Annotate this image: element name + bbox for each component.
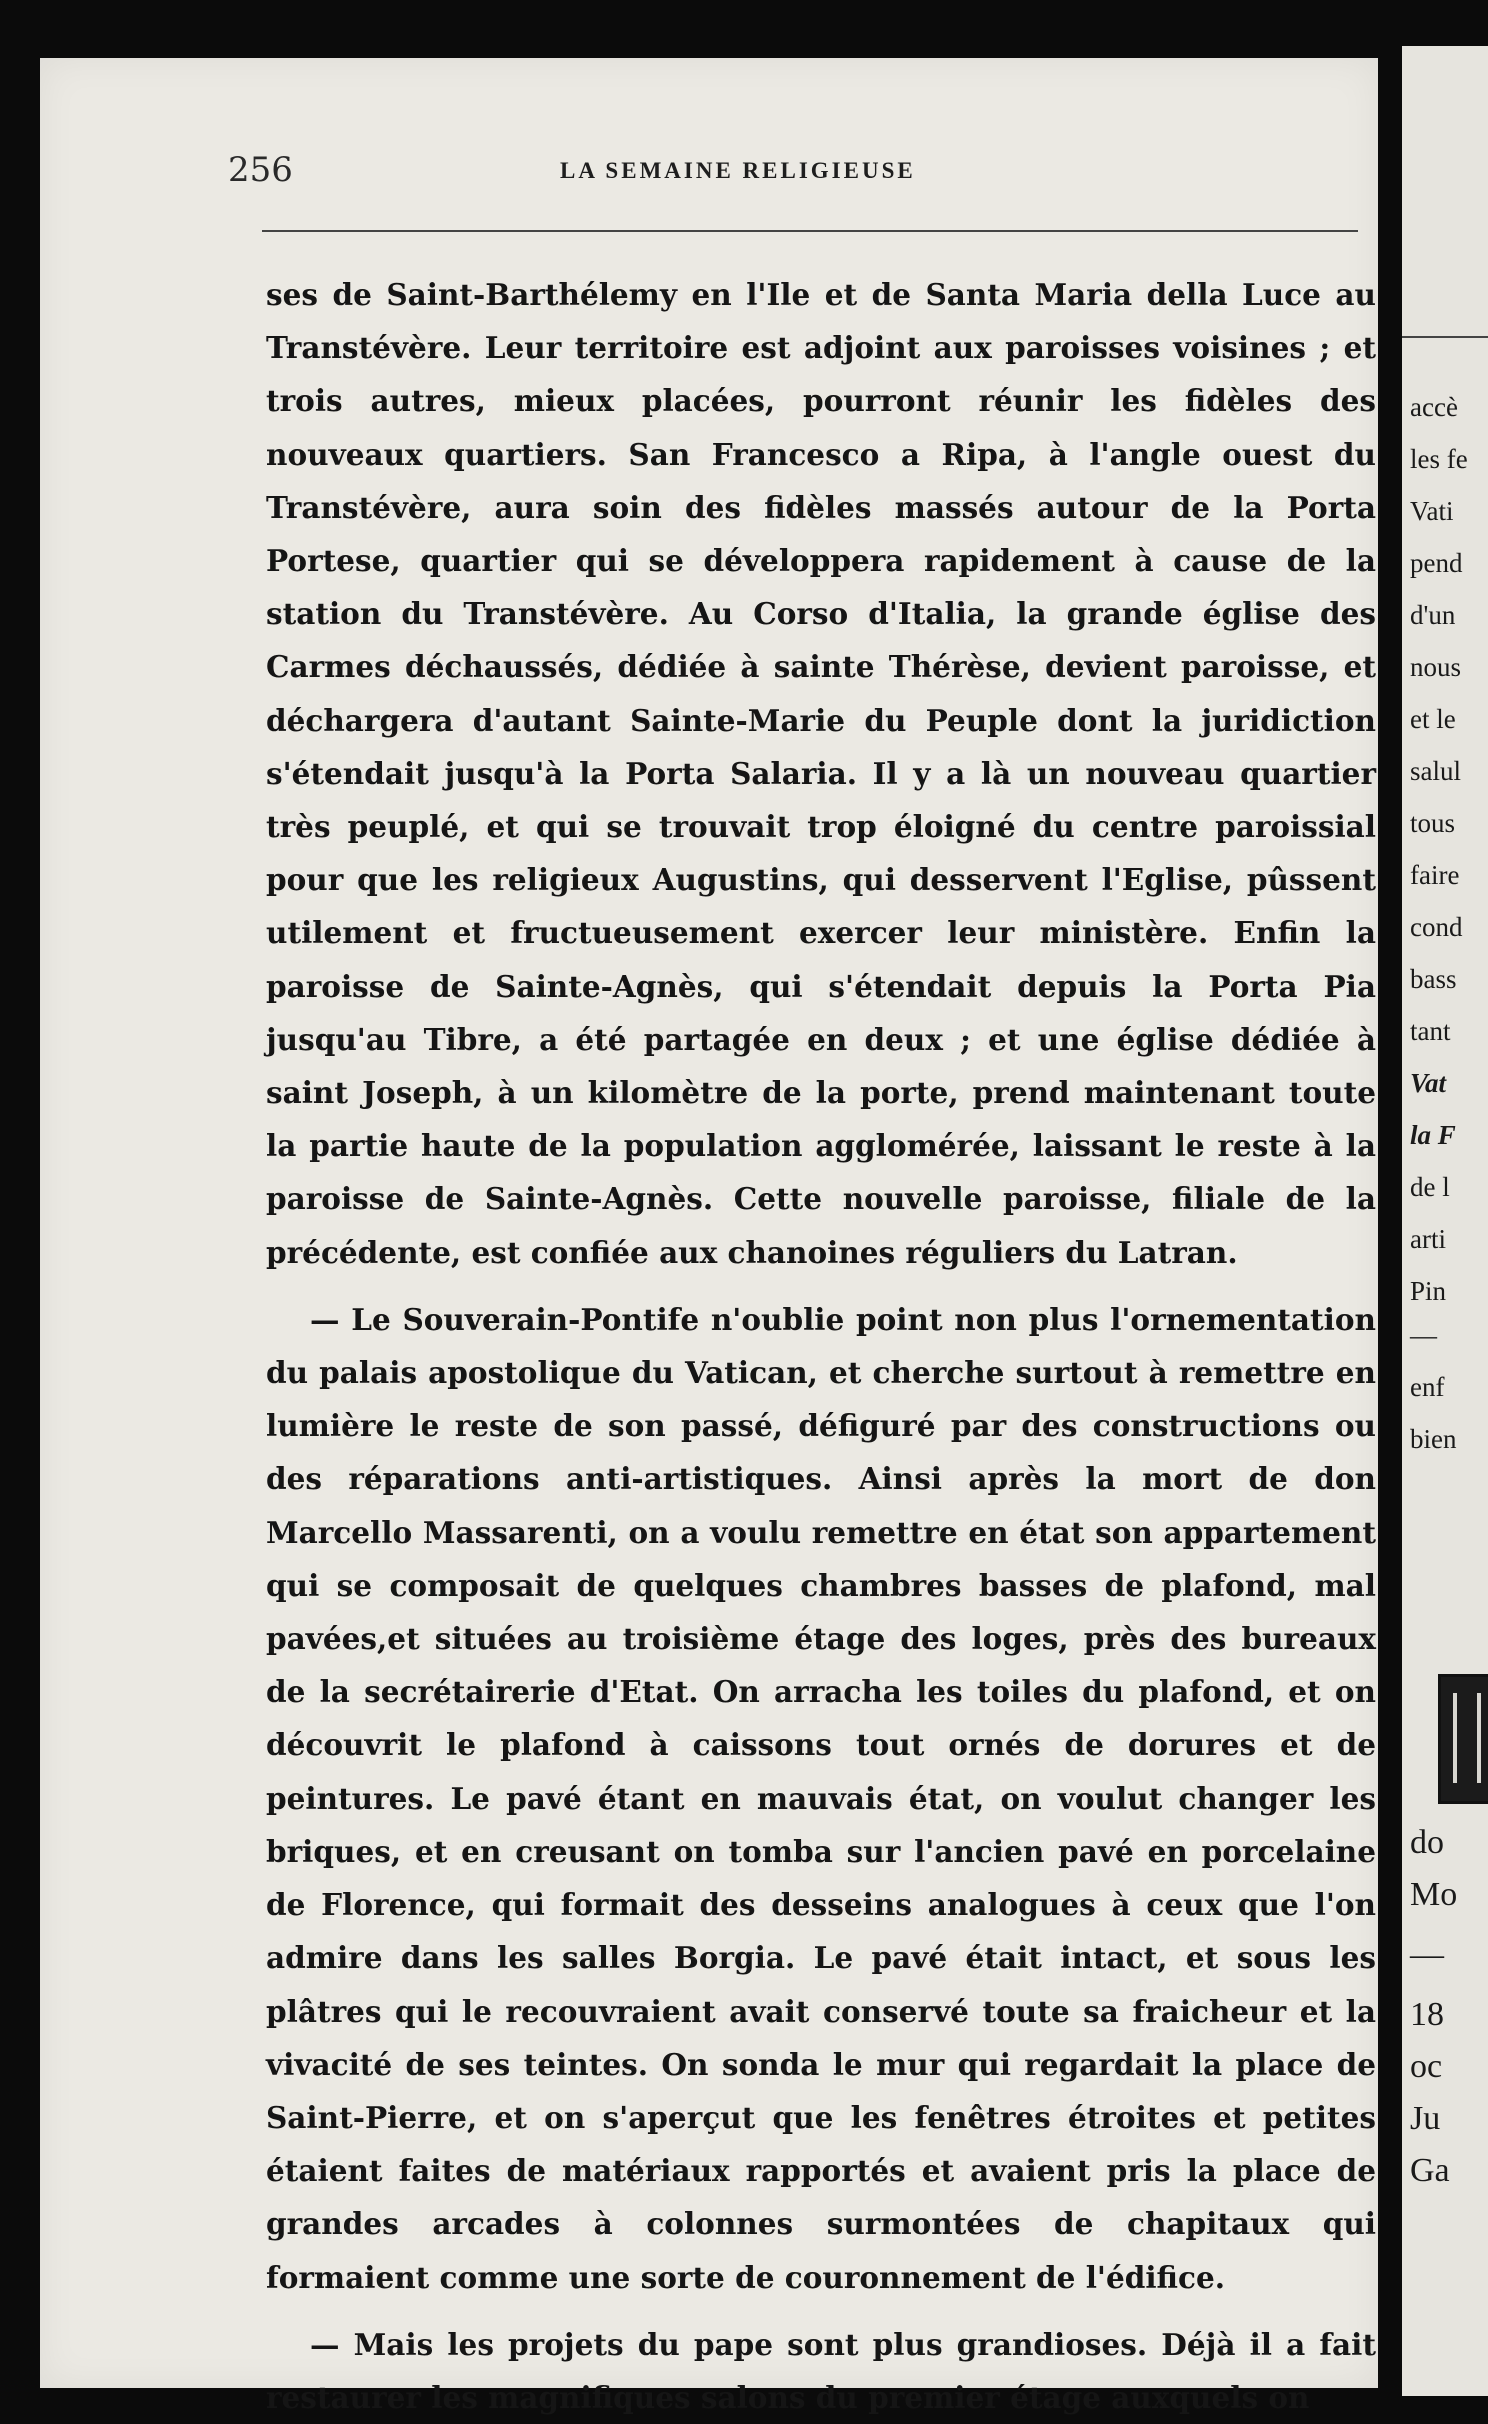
adjacent-header-rule [1402, 336, 1488, 338]
adjacent-fragment: les fe [1410, 444, 1468, 474]
adjacent-fragment: et le [1410, 704, 1456, 734]
paragraph-parishes: ses de Saint-Barthélemy en l'Ile et de Santa Maria della Luce au Transtévère. Leur territoire est adjoint aux paroisses voisines ; et trois autres, mieux placées, pourront réunir les fidèles des nouveaux quartiers. San Francesco a Ripa, à l'angle ouest du Transtévère, aura soin des fidèles massés autour de la Porta Portese, quartier qui se développera rapidement à cause de la station du Transtévère. Au Corso d'Italia, la grande église des Carmes déchaussés, dédiée à sainte Thérèse, devient paroisse, et déchargera d'autant Sainte-Marie du Peuple dont la juridiction s'étendait jusqu'à la Porta Salaria. Il y a là un nouveau quartier très peuplé, et qui se trouvait trop éloigné du centre paroissial pour que les religieux Augustins, qui desservent l'Eglise, pûssent utilement et fructueusement exercer leur ministère. Enfin la paroisse de Sainte-Agnès, qui s'étendait depuis la Porta Pia jusqu'au Tibre, a été partagée en deux ; et une église dédiée à saint Joseph, à un kilomètre de la porte, prend maintenant toute la partie haute de la population agglomérée, laissant le reste à la paroisse de Sainte-Agnès. Cette nouvelle paroisse, filiale de la précédente, est confiée aux chanoines réguliers du Latran. [266, 277, 1376, 1270]
adjacent-fragment: Ju [1410, 2100, 1441, 2137]
adjacent-fragment: cond [1410, 912, 1463, 942]
adjacent-fragment: pend [1410, 548, 1463, 578]
adjacent-fragment: tant [1410, 1016, 1451, 1046]
adjacent-fragment: Vati [1410, 496, 1454, 526]
adjacent-page-strip [1402, 46, 1488, 2396]
adjacent-fragment: bass [1410, 964, 1457, 994]
adjacent-fragment: oc [1410, 2048, 1443, 2085]
adjacent-fragment: bien [1410, 1424, 1457, 1454]
adjacent-fragment: nous [1410, 652, 1462, 682]
adjacent-fragment: tous [1410, 808, 1456, 838]
adjacent-fragment: — [1410, 1320, 1437, 1350]
paragraph-vatican-palace: — Le Souverain-Pontife n'oublie point non plus l'ornementation du palais apostolique du Vatican, et cherche surtout à remettre en lumière le reste de son passé, défiguré par des constructions ou des réparations anti-artistiques. Ainsi après la mort de don Marcello Massarenti, on a voulu remettre en état son appartement qui se composait de quelques chambres basses de plafond, mal pavées,et situées au troisième étage des loges, près des bureaux de la secrétairerie d'Etat. On arracha les toiles du plafond, et on découvrit le plafond à caissons tout ornés de dorures et de peintures. Le pavé étant en mauvais état, on voulut changer les briques, et en creusant on tomba sur l'ancien pavé en porcelaine de Florence, qui formait des desseins analogues à ceux que l'on admire dans les salles Borgia. Le pavé était intact, et sous les plâtres qui le recouvraient avait conservé toute sa fraicheur et la vivacité de ses teintes. On sonda le mur qui regardait la place de Saint-Pierre, et on s'aperçut que les fenêtres étroites et petites étaient faites de matériaux rapportés et avaient pris la place de grandes arcades à colonnes surmontées de chapitaux qui formaient comme une sorte de couronnement de l'édifice. [266, 1301, 1376, 2295]
adjacent-fragment: arti [1410, 1224, 1446, 1254]
adjacent-fragment: — [1410, 1936, 1444, 1973]
adjacent-fragment: do [1410, 1824, 1444, 1861]
adjacent-fragment: Ga [1410, 2152, 1450, 2189]
adjacent-fragment: Mo [1410, 1876, 1458, 1913]
adjacent-fragment: la F [1410, 1120, 1456, 1150]
page-number: 256 [228, 150, 293, 190]
adjacent-fragment: Pin [1410, 1276, 1447, 1306]
ornamental-initial [1438, 1674, 1488, 1804]
adjacent-fragment: accè [1410, 392, 1458, 422]
adjacent-fragment: Vat [1410, 1068, 1447, 1098]
adjacent-fragment: salul [1410, 756, 1461, 786]
header-rule [262, 230, 1358, 232]
body-text [266, 268, 1376, 2424]
adjacent-fragment: faire [1410, 860, 1460, 890]
adjacent-fragment: enf [1410, 1372, 1445, 1402]
running-head: LA SEMAINE RELIGIEUSE [560, 158, 916, 183]
adjacent-fragment: de l [1410, 1172, 1450, 1202]
paragraph-pope-projects: — Mais les projets du pape sont plus grandioses. Déjà il a fait restaurer les magnifiques salons du premier étage auxquels on [266, 2326, 1376, 2415]
adjacent-fragment: d'un [1410, 600, 1456, 630]
adjacent-fragment: 18 [1410, 1996, 1444, 2033]
